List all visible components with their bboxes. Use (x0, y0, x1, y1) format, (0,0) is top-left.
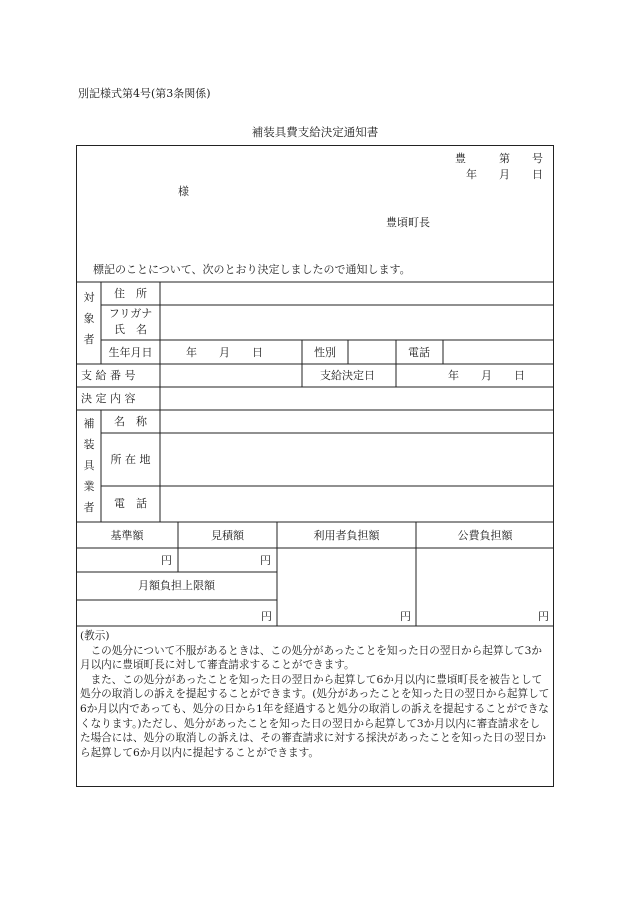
phone-label: 電話 (408, 346, 430, 359)
form-reference: 別記様式第4号(第3条関係) (78, 87, 211, 100)
notice-heading: (教示) (80, 630, 110, 642)
vendor-phone-label: 電 話 (114, 497, 147, 510)
notice-paragraph-2: また、この処分があったことを知った日の翌日から起算して6か月以内に豊頃町長を被告として処分の取消しの訴えを提起することができます。(処分があったことを知った日の翌日から起算して6か月以内であっても、処分の日から1年を経過すると処分の取消しの訴えを提起することができなくなります。)ただし、処分があったことを知った日の翌日から起算して3か月以内に審査請求をした場合には、処分の取消しの訴えは、その審査請求に対する採決があったことを知った日の翌日から起算して6か月以内に提起することができます。 (80, 673, 550, 759)
addressee-suffix: 様 (178, 185, 189, 198)
notice-paragraph-1: この処分について不服があるときは、この処分があったことを知った日の翌日から起算して3か月以内に豊頃町長に対して審査請求することができます。 (80, 644, 542, 672)
estimate-amount-yen: 円 (260, 554, 271, 567)
target-group-label: 対 象 者 (83, 291, 95, 346)
document-title: 補装具費支給決定通知書 (251, 125, 379, 139)
user-share-yen: 円 (400, 610, 411, 623)
standard-amount-yen: 円 (161, 554, 172, 567)
decision-date-label: 支給決定日 (320, 369, 375, 382)
number-line: 豊 第 号 (455, 152, 543, 165)
birth-label: 生年月日 (108, 346, 153, 359)
estimate-amount-label: 見積額 (211, 529, 244, 542)
decision-content-label: 決 定 内 容 (81, 392, 136, 405)
vendor-name-label: 名 称 (114, 415, 147, 428)
monthly-cap-yen: 円 (261, 610, 272, 623)
birth-value: 年 月 日 (186, 346, 263, 359)
user-share-label: 利用者負担額 (313, 529, 380, 542)
payment-number-label: 支 給 番 号 (81, 369, 136, 382)
name-label: 氏 名 (114, 323, 147, 336)
sex-label: 性別 (314, 346, 336, 359)
standard-amount-label: 基準額 (110, 529, 144, 542)
issuer: 豊頃町長 (386, 216, 430, 229)
vendor-group-label: 補 装 具 業 者 (83, 417, 95, 514)
furigana-label: フリガナ (108, 307, 153, 320)
public-share-label: 公費負担額 (457, 529, 513, 542)
public-share-yen: 円 (538, 610, 549, 623)
monthly-cap-label: 月額負担上限額 (138, 579, 215, 592)
vendor-location-label: 所 在 地 (110, 453, 151, 466)
address-label: 住 所 (114, 287, 147, 300)
appeal-notice (80, 629, 550, 760)
decision-date-value: 年 月 日 (448, 369, 525, 382)
date-line: 年 月 日 (466, 168, 543, 181)
notice-form (76, 145, 554, 787)
lead-text: 標記のことについて、次のとおり決定しましたので通知します。 (93, 263, 411, 276)
